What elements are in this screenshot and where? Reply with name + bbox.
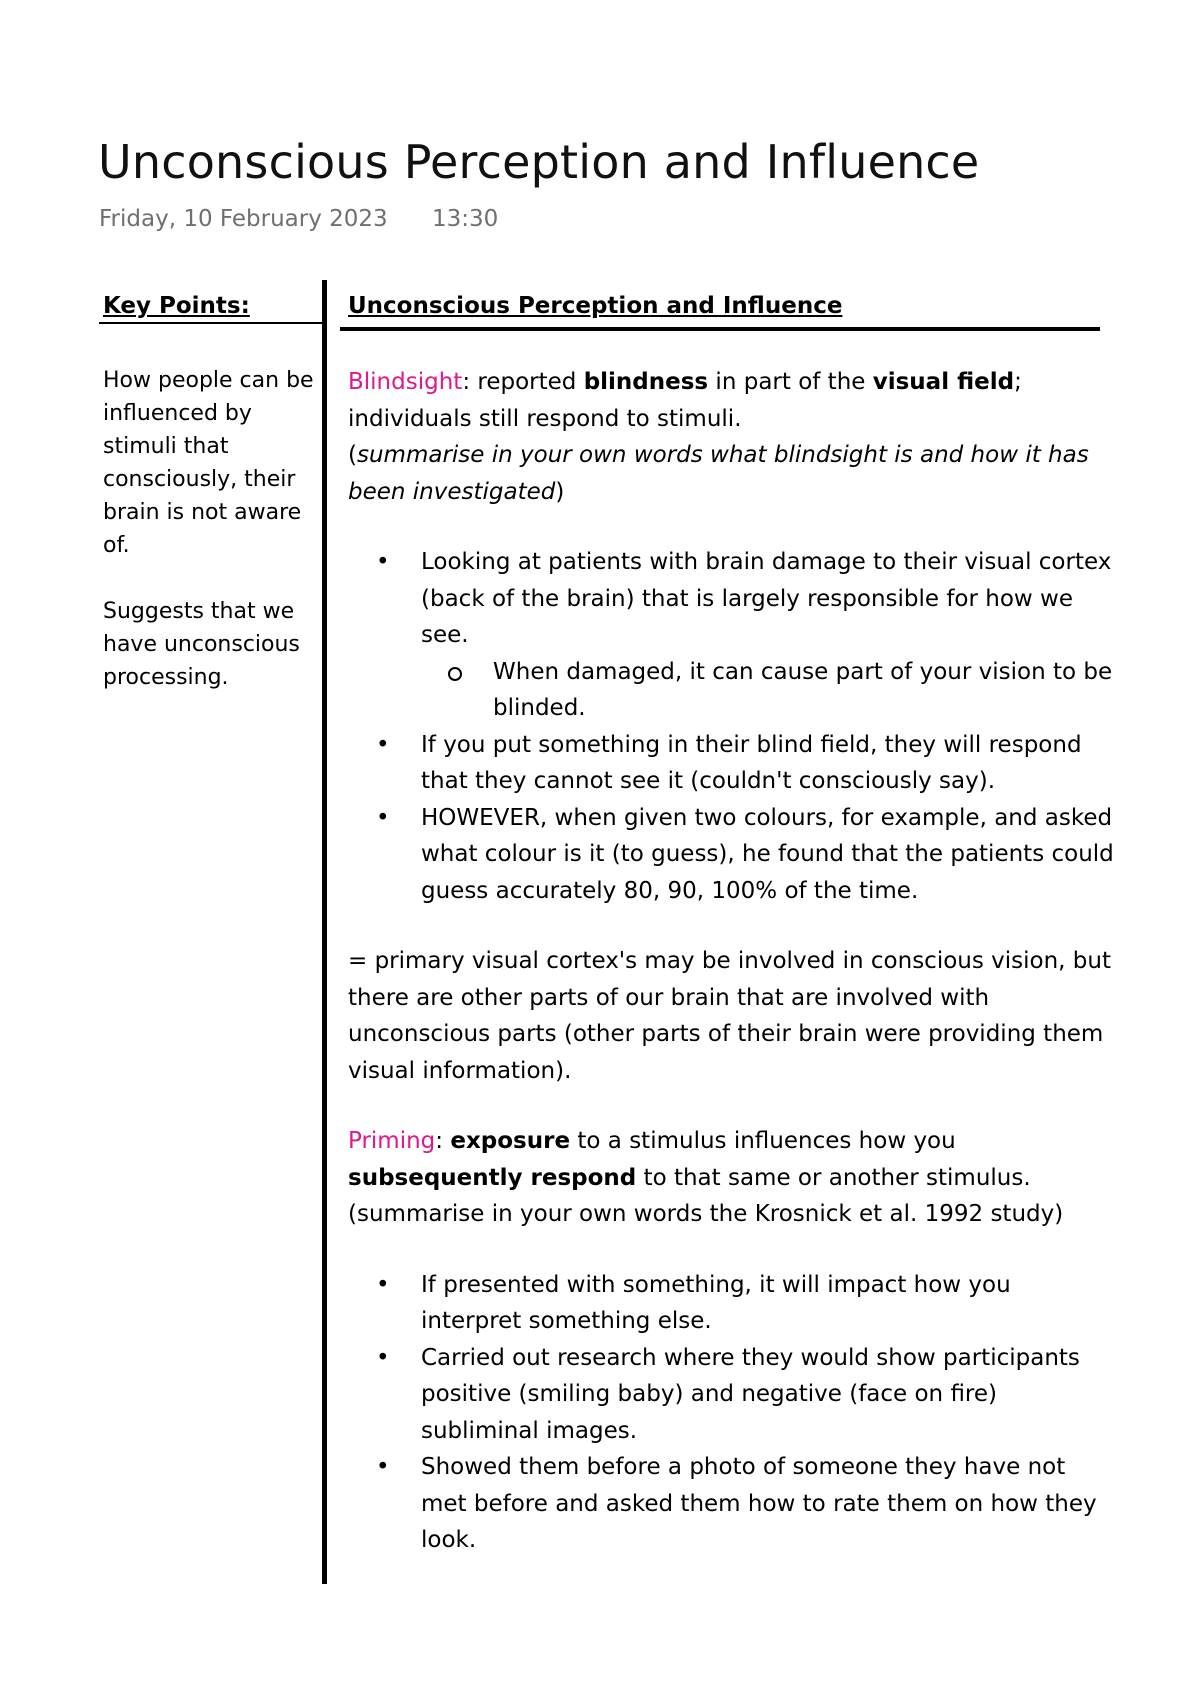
blindsight-definition (348, 364, 1118, 437)
list-item (348, 544, 1118, 654)
section-heading: Unconscious Perception and Influence (348, 293, 843, 319)
prompt-paren: ( (348, 442, 357, 468)
list-item-text: HOWEVER, when given two colours, for example, and asked what colour is it (to guess), he found that the patients could guess accurately 80, 90, 100% of the time. (421, 804, 1114, 904)
page-title: Unconscious Perception and Influence (98, 135, 980, 189)
definition-bold: visual field (872, 369, 1015, 395)
priming-term: Priming (348, 1128, 436, 1154)
blindsight-conclusion: = primary visual cortex's may be involved in conscious vision, but there are other parts of our brain that are involved with unconscious parts (other parts of their brain were providing them visual information). (348, 948, 1111, 1084)
bullet-icon: • (376, 1454, 390, 1480)
note-time: 13:30 (432, 206, 499, 232)
list-item-text: If presented with something, it will impact how you interpret something else. (421, 1271, 1011, 1334)
circle-bullet-icon (448, 667, 462, 681)
key-point-paragraph: How people can be influenced by stimuli that consciously, their brain is not aware of. (103, 368, 314, 558)
prompt-text: summarise in your own words what blindsight is and how it has been investigated (348, 442, 1089, 505)
definition-text: to that same or another stimulus. (636, 1164, 1031, 1191)
definition-text: ; individuals still respond to stimuli. (348, 369, 1022, 432)
priming-definition (348, 1123, 1118, 1196)
definition-bold: exposure (450, 1128, 571, 1154)
list-item-text: Looking at patients with brain damage to their visual cortex (back of the brain) that is largely responsible for how we see. (421, 549, 1112, 648)
definition-bold: subsequently respond (348, 1164, 637, 1191)
blindsight-bullets (348, 544, 1118, 909)
list-item (348, 800, 1118, 910)
definition-bold: blindness (583, 369, 709, 395)
note-date: Friday, 10 February 2023 (99, 206, 388, 232)
list-item-text: Showed them before a photo of someone they have not met before and asked them how to rate them on how they look. (421, 1454, 1097, 1553)
bullet-icon: • (376, 804, 390, 831)
list-item (348, 727, 1118, 800)
notes-column (348, 364, 1118, 1559)
priming-prompt: (summarise in your own words the Krosnick et al. 1992 study) (348, 1201, 1064, 1227)
definition-text: : (435, 1128, 451, 1154)
bullet-icon: • (376, 1344, 390, 1371)
definition-text: : reported (462, 369, 584, 395)
blindsight-prompt (348, 437, 1118, 510)
bullet-icon: • (376, 731, 390, 758)
list-item (348, 1449, 1118, 1559)
priming-bullets (348, 1267, 1118, 1559)
column-divider (322, 280, 327, 1584)
list-item (348, 1267, 1118, 1340)
right-heading-rule (340, 327, 1100, 331)
list-item (348, 1340, 1118, 1450)
definition-text: to a stimulus influences how you (570, 1128, 956, 1154)
sub-list-item (348, 654, 1118, 727)
list-item-text: If you put something in their blind field, they will respond that they cannot see it (couldn't consciously say). (421, 731, 1082, 794)
key-points-column (103, 364, 318, 727)
bullet-icon: • (376, 549, 390, 575)
left-heading-rule (99, 322, 322, 324)
list-item-text: When damaged, it can cause part of your vision to be blinded. (493, 658, 1113, 721)
blindsight-term: Blindsight (348, 369, 463, 395)
definition-text: in part of the (708, 369, 873, 395)
prompt-paren: ) (555, 478, 565, 505)
bullet-icon: • (376, 1271, 390, 1298)
key-point-paragraph: Suggests that we have unconscious processing. (103, 599, 300, 690)
key-points-heading: Key Points: (103, 293, 250, 319)
list-item-text: Carried out research where they would show participants positive (smiling baby) and negative (face on fire) subliminal images. (421, 1344, 1080, 1444)
